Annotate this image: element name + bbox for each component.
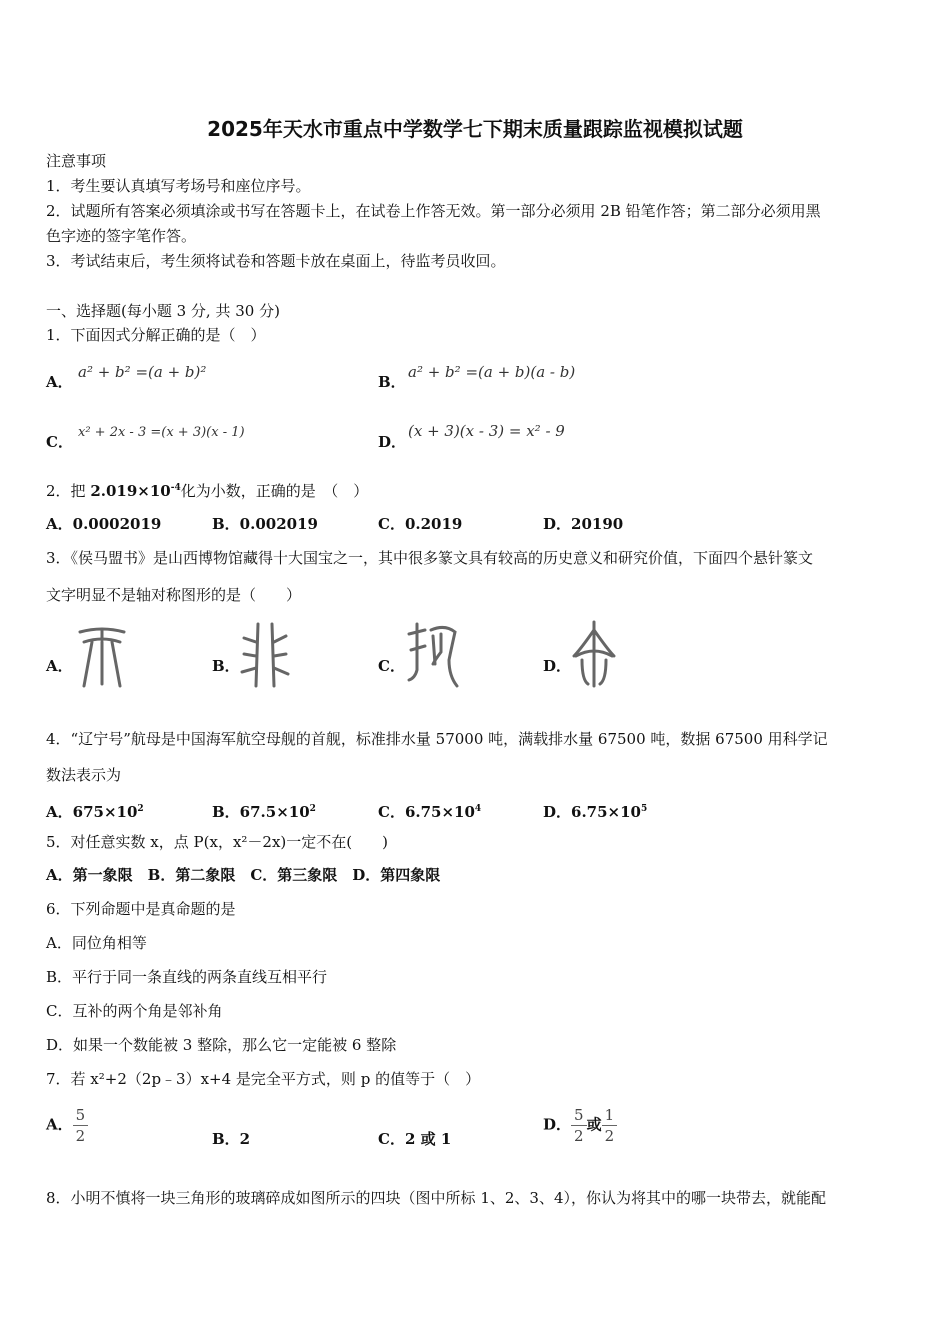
q4-option-b [212, 799, 316, 822]
q1-option-d-expr: (x + 3)(x - 3) = x² - 9 [408, 422, 565, 440]
q7-option-d [543, 1105, 617, 1146]
numerator: 5 [73, 1105, 89, 1126]
notice-item: 色字迹的签字笔作答。 [46, 227, 197, 245]
seal-script-a-image [74, 624, 130, 690]
option-text: B．67.5×10 [212, 803, 310, 821]
question-2-stem [46, 478, 910, 501]
notice-item: 3．考试结束后，考生须将试卷和答题卡放在桌面上，待监考员收回。 [46, 252, 506, 270]
notice-item: 1．考生要认真填写考场号和座位序号。 [46, 177, 311, 195]
seal-script-c-image [405, 620, 461, 690]
numerator: 5 [571, 1105, 587, 1126]
option-exponent: 5 [640, 804, 648, 814]
option-label: A． [46, 373, 73, 391]
q7-option-a [46, 1105, 88, 1146]
question-4-stem: 4．“辽宁号”航母是中国海军航空母舰的首舰，标准排水量 57000 吨，满载排水量 67500 吨，数据 67500 用科学记 [46, 730, 828, 748]
fraction [571, 1105, 587, 1146]
seal-script-d-image [570, 620, 618, 690]
option-exponent: 4 [474, 804, 482, 814]
q7-option-c: C．2 或 1 [378, 1130, 452, 1148]
q2-option-b: B．0.002019 [212, 515, 318, 533]
or-text: 或 [586, 1115, 602, 1134]
option-text: D．6.75×10 [543, 803, 641, 821]
option-exponent: 2 [309, 804, 316, 814]
question-5-stem: 5．对任意实数 x，点 P(x，x²－2x)一定不在( ) [46, 833, 388, 851]
q7-option-b: B．2 [212, 1130, 251, 1148]
question-6-stem: 6．下列命题中是真命题的是 [46, 900, 236, 918]
page-title: 2025年天水市重点中学数学七下期末质量跟踪监视模拟试题 [207, 117, 743, 141]
notice-heading: 注意事项 [46, 152, 107, 170]
q4-option-c [378, 799, 481, 822]
notice-item: 2．试题所有答案必须填涂或书写在答题卡上，在试卷上作答无效。第一部分必须用 2B 铅笔作答；第二部分必须用黑 [46, 202, 821, 220]
stem-number: 2.019×10 [90, 482, 171, 500]
option-label: A． [46, 1115, 73, 1134]
option-text: C．6.75×10 [378, 803, 475, 821]
q6-option-b: B．平行于同一条直线的两条直线互相平行 [46, 968, 328, 986]
fraction [73, 1105, 89, 1146]
q1-option-d [378, 432, 406, 452]
q3-option-a: A． [46, 657, 73, 675]
question-3-stem: 3．《侯马盟书》是山西博物馆藏得十大国宝之一，其中很多篆文具有较高的历史意义和研究价值，下面四个悬针篆文 [46, 549, 814, 567]
q1-option-a [46, 372, 73, 392]
option-exponent: 2 [137, 804, 144, 814]
q1-option-b-expr: a² + b² =(a + b)(a - b) [408, 363, 576, 381]
numerator: 1 [602, 1105, 618, 1126]
q6-option-d: D．如果一个数能被 3 整除，那么它一定能被 6 整除 [46, 1036, 397, 1054]
question-3-stem-cont: 文字明显不是轴对称图形的是（ ） [46, 586, 302, 604]
q1-option-c-expr: x² + 2x - 3 =(x + 3)(x - 1) [78, 425, 245, 440]
fraction [602, 1105, 618, 1146]
q2-option-c: C．0.2019 [378, 515, 463, 533]
q1-option-b [378, 372, 406, 392]
question-4-stem-cont: 数法表示为 [46, 766, 122, 784]
stem-text: 2．把 [46, 482, 91, 500]
option-label: D． [543, 1115, 572, 1134]
q4-option-a [46, 799, 144, 822]
q3-option-c: C． [378, 657, 405, 675]
q5-options: A．第一象限 B．第二象限 C．第三象限 D．第四象限 [46, 866, 441, 884]
q3-option-b: B． [212, 657, 240, 675]
q2-option-d: D．20190 [543, 515, 624, 533]
stem-text: 化为小数，正确的是 （ ） [180, 482, 369, 500]
option-label: C． [46, 433, 73, 451]
option-label: D． [378, 433, 407, 451]
q4-option-d [543, 799, 647, 822]
option-label: B． [378, 373, 406, 391]
stem-exponent: -4 [170, 483, 181, 493]
q1-option-c [46, 432, 73, 452]
q3-option-d: D． [543, 657, 572, 675]
seal-script-b-image [240, 620, 290, 690]
q2-option-a: A．0.0002019 [46, 515, 162, 533]
q1-option-a-expr: a² + b² =(a + b)² [78, 363, 207, 381]
q6-option-a: A．同位角相等 [46, 934, 147, 952]
section-heading: 一、选择题(每小题 3 分, 共 30 分) [46, 302, 280, 320]
denominator: 2 [604, 1127, 615, 1145]
q6-option-c: C．互补的两个角是邻补角 [46, 1002, 223, 1020]
option-text: A．675×10 [46, 803, 138, 821]
denominator: 2 [574, 1127, 584, 1145]
question-1-stem: 1．下面因式分解正确的是（ ） [46, 326, 266, 344]
denominator: 2 [75, 1127, 86, 1145]
question-7-stem: 7．若 x²+2（2p﹣3）x+4 是完全平方式，则 p 的值等于（ ） [46, 1070, 481, 1088]
question-8-stem: 8．小明不慎将一块三角形的玻璃碎成如图所示的四块（图中所标 1、2、3、4），你认为将其中的哪一块带去，就能配 [46, 1189, 826, 1207]
